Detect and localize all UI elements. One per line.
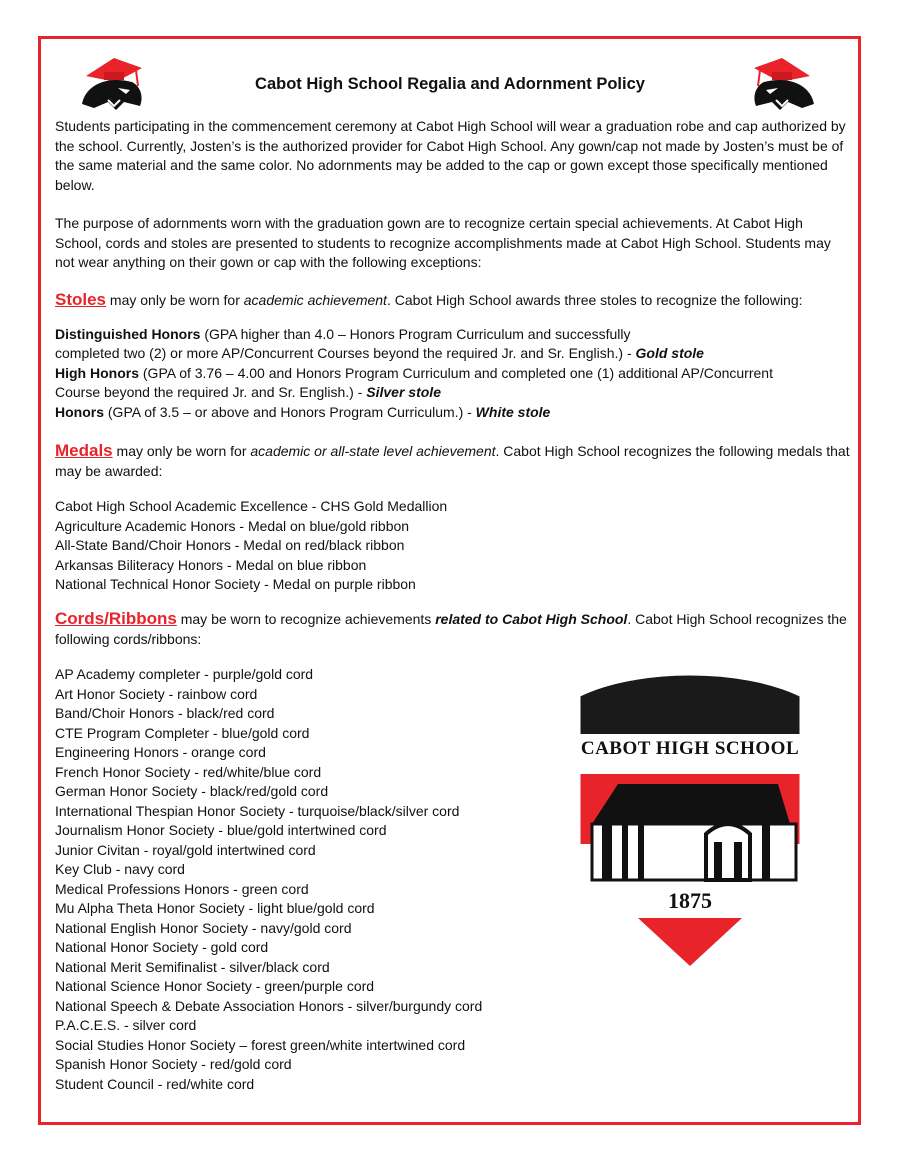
list-item: French Honor Society - red/white/blue cord — [55, 763, 322, 780]
stoles-text-a: may only be worn for — [106, 292, 244, 308]
cords-heading: Cords/Ribbons — [55, 609, 177, 628]
list-item: Junior Civitan - royal/gold intertwined cord — [55, 841, 316, 858]
list-item: All-State Band/Choir Honors - Medal on red/black ribbon — [55, 537, 405, 553]
list-item: National Merit Semifinalist - silver/black cord — [55, 958, 330, 975]
cords-text-emphasis: related to Cabot High School — [435, 611, 628, 627]
stole-item-distinguished — [55, 325, 850, 364]
stole-desc-2: Course beyond the required Jr. and Sr. English.) - — [55, 384, 367, 400]
list-item: Band/Choir Honors - black/red cord — [55, 705, 275, 721]
list-item: Engineering Honors - orange cord — [55, 744, 266, 760]
list-item: Art Honor Society - rainbow cord — [55, 685, 258, 702]
stoles-intro — [55, 290, 850, 311]
crest-school-name: CABOT HIGH SCHOOL — [580, 738, 800, 759]
list-item: Arkansas Biliteracy Honors - Medal on blue ribbon — [55, 556, 367, 573]
stole-desc: (GPA of 3.5 – or above and Honors Program Curriculum.) - — [104, 403, 476, 420]
list-item: Key Club - navy cord — [55, 861, 185, 877]
list-item: Social Studies Honor Society – forest green/white intertwined cord — [55, 1036, 466, 1053]
list-item: Agriculture Academic Honors - Medal on blue/gold ribbon — [55, 517, 410, 534]
stole-item-honors — [55, 403, 850, 423]
cords-text-b: . Cabot High School recognizes the following cords/ribbons: — [55, 611, 847, 647]
list-item: Medical Professions Honors - green cord — [55, 880, 309, 897]
list-item: Mu Alpha Theta Honor Society - light blue/gold cord — [55, 900, 375, 916]
intro-paragraph-1 — [55, 117, 850, 195]
stoles-text-b: . Cabot High School awards three stoles to recognize the following: — [386, 292, 803, 308]
stole-name: High Honors — [55, 364, 139, 381]
list-item: National Technical Honor Society - Medal on purple ribbon — [55, 576, 416, 592]
medals-intro — [55, 441, 850, 481]
list-item: National Honor Society - gold cord — [55, 939, 269, 955]
intro-text-1: Students participating in the commencement ceremony at Cabot High School will wear a graduation robe and cap authorized by the school. Currently, Josten’s is the authorized provider for Cabot High School. Any gown/cap not made by Josten’s must be of the same material and the same color. No adornments may be added to the cap or gown except those specifically mentioned below. — [55, 118, 846, 193]
medals-heading: Medals — [55, 441, 113, 460]
stole-desc: (GPA higher than 4.0 – Honors Program Curriculum and successfully — [200, 325, 631, 342]
list-item: National English Honor Society - navy/gold cord — [55, 919, 352, 936]
crest-year: 1875 — [668, 888, 712, 913]
medals-text-emphasis: academic or all-state level achievement — [250, 443, 496, 459]
stoles-text-emphasis: academic achievement — [243, 292, 387, 308]
intro-text-2: The purpose of adornments worn with the graduation gown are to recognize certain special achievements. At Cabot High School, cords and stoles are presented to students to recognize accomplishments made at Cabot High School. Students may not wear anything on their gown or cap with the following exceptions: — [55, 215, 831, 270]
medals-text-a: may only be worn for — [112, 443, 251, 459]
stole-desc-2: completed two (2) or more AP/Concurrent Courses beyond the required Jr. and Sr. English.) - — [55, 345, 636, 361]
stole-item-high — [55, 364, 850, 403]
page-title: Cabot High School Regalia and Adornment Policy — [255, 75, 645, 93]
list-item: Cabot High School Academic Excellence - CHS Gold Medallion — [55, 498, 448, 514]
list-item: CTE Program Completer - blue/gold cord — [55, 724, 310, 741]
list-item: National Speech & Debate Association Honors - silver/burgundy cord — [55, 997, 483, 1014]
list-item: Journalism Honor Society - blue/gold intertwined cord — [55, 822, 387, 838]
stole-type: White stole — [475, 403, 551, 420]
stole-type: Gold stole — [635, 345, 704, 361]
list-item: National Science Honor Society - green/purple cord — [55, 978, 375, 994]
list-item: Student Council - red/white cord — [55, 1075, 255, 1092]
school-crest-logo — [578, 674, 802, 970]
list-item: German Honor Society - black/red/gold cord — [55, 783, 329, 799]
medals-section — [55, 441, 850, 595]
cords-text-a: may be worn to recognize achievements — [176, 611, 436, 627]
stoles-heading: Stoles — [55, 290, 107, 309]
stole-name: Honors — [55, 403, 104, 420]
list-item: AP Academy completer - purple/gold cord — [55, 666, 314, 682]
school-building-illustration — [592, 784, 796, 880]
medals-list — [55, 497, 850, 595]
cords-intro — [55, 609, 850, 649]
stole-desc: (GPA of 3.76 – 4.00 and Honors Program Curriculum and completed one (1) additional AP/Concurrent — [139, 364, 773, 381]
medals-text-b: . Cabot High School recognizes the following medals that may be awarded: — [55, 443, 850, 479]
list-item: International Thespian Honor Society - turquoise/black/silver cord — [55, 802, 460, 819]
list-item: P.A.C.E.S. - silver cord — [55, 1017, 197, 1033]
stole-name: Distinguished Honors — [55, 325, 201, 342]
list-item: Spanish Honor Society - red/gold cord — [55, 1056, 292, 1072]
intro-paragraph-2 — [55, 214, 850, 273]
stoles-section — [55, 290, 850, 422]
stole-type: Silver stole — [366, 384, 441, 400]
